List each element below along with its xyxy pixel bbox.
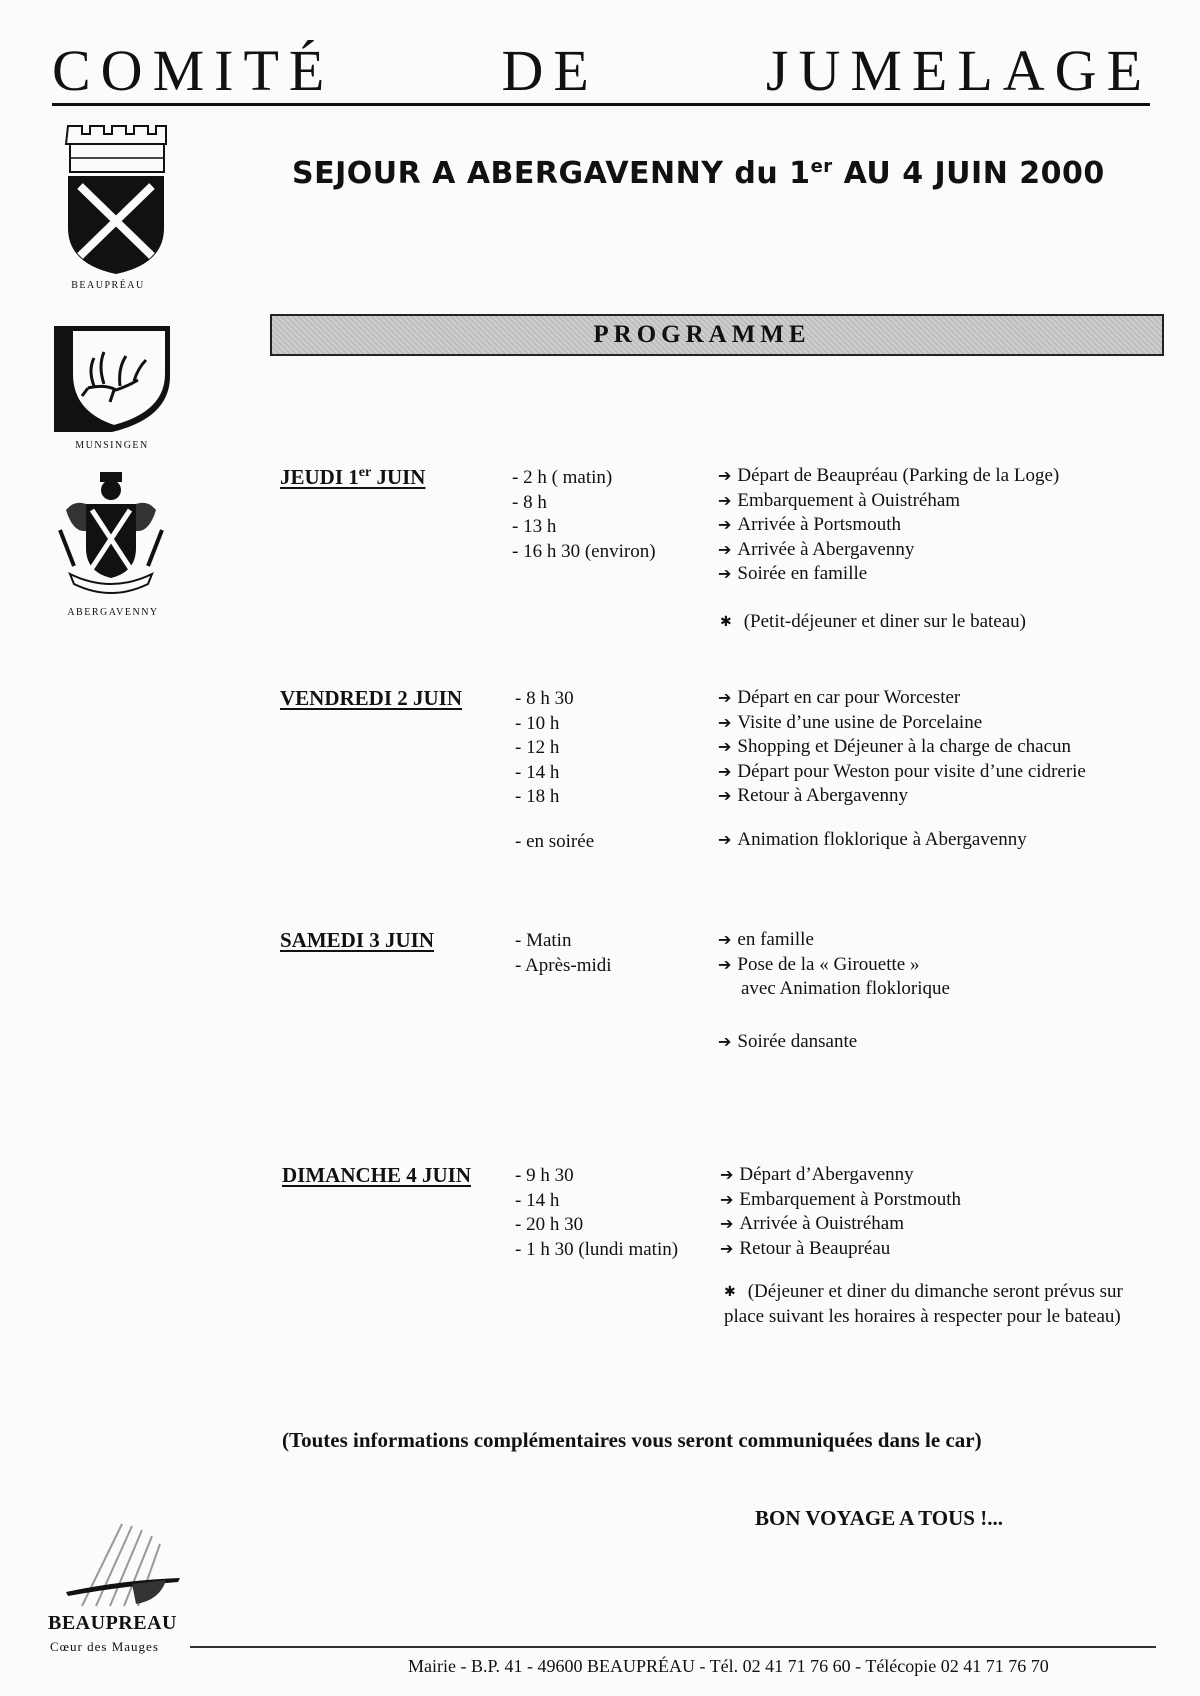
banner-label: PROGRAMME <box>593 321 811 348</box>
title-word: DE <box>501 37 599 103</box>
arrow-right-icon: ➔ <box>720 1189 734 1209</box>
time-item: - 14 h <box>515 1189 560 1211</box>
footer-tagline: Cœur des Mauges <box>50 1639 159 1654</box>
arrow-right-icon: ➔ <box>718 515 732 534</box>
event-item: ➔ Départ pour Weston pour visite d’une cidrerie <box>718 760 1086 782</box>
event-item: ➔ en famille <box>718 929 814 950</box>
event-item: ➔ Retour à Abergavenny <box>718 785 909 806</box>
time-item: - Après-midi <box>515 954 612 976</box>
time-item: - 8 h <box>512 491 547 513</box>
arrow-right-icon: ➔ <box>720 1238 734 1258</box>
event-item: ➔ Soirée dansante <box>718 1031 858 1052</box>
time-list <box>515 929 612 978</box>
abergavenny-coat-of-arms-icon <box>56 470 166 603</box>
day-label-thursday: JEUDI 1er JUIN <box>280 465 426 489</box>
closing-message: BON VOYAGE A TOUS !... <box>755 1506 1003 1530</box>
event-item: ➔ Pose de la « Girouette » <box>718 953 920 975</box>
title-word: JUMELAGE <box>765 37 1152 103</box>
arrow-right-icon: ➔ <box>720 1214 734 1233</box>
meal-note: ✱ (Petit-déjeuner et diner sur le bateau) <box>720 611 1026 632</box>
arrow-right-icon: ➔ <box>718 954 732 974</box>
arrow-right-icon: ➔ <box>720 1165 734 1184</box>
time-item: - 12 h <box>515 737 560 758</box>
time-item: - 8 h 30 <box>515 688 574 709</box>
event-item: ➔ Animation floklorique à Abergavenny <box>718 829 1027 850</box>
event-list <box>718 686 1086 809</box>
asterisk-icon: ✱ <box>724 1284 736 1301</box>
event-list <box>718 928 950 1002</box>
time-item: - 10 h <box>515 712 560 734</box>
footer-logo-text: BEAUPREAU <box>48 1612 177 1634</box>
time-list <box>515 687 574 810</box>
time-item: - 14 h <box>515 761 560 783</box>
time-list <box>515 1164 678 1262</box>
arrow-right-icon: ➔ <box>718 688 732 707</box>
event-item: ➔ Visite d’une usine de Porcelaine <box>718 711 983 733</box>
time-item: - 2 h ( matin) <box>512 467 613 488</box>
arrow-right-icon: ➔ <box>718 712 732 732</box>
time-item: - 16 h 30 (environ) <box>512 540 656 562</box>
time-item: - en soirée <box>515 831 595 852</box>
trip-subtitle: SEJOUR A ABERGAVENNY du 1er AU 4 JUIN 2000 <box>292 156 1105 191</box>
header-divider <box>52 103 1150 106</box>
event-item: ➔ Départ d’Abergavenny <box>720 1164 914 1185</box>
info-notice: (Toutes informations complémentaires vous seront communiquées dans le car) <box>282 1428 982 1452</box>
time-item: - Matin <box>515 930 572 951</box>
logo-label-beaupreau: BEAUPRÉAU <box>71 280 145 291</box>
programme-banner <box>270 314 1164 356</box>
event-item: ➔ Arrivée à Portsmouth <box>718 514 901 535</box>
event-item: ➔ Retour à Beaupréau <box>720 1237 891 1259</box>
committee-title <box>52 30 1152 110</box>
munsingen-crest-icon <box>54 326 170 441</box>
arrow-right-icon: ➔ <box>718 786 732 805</box>
time-item: - 20 h 30 <box>515 1214 584 1235</box>
event-item: ➔ Départ de Beaupréau (Parking de la Loge) <box>718 465 1060 486</box>
event-item: ➔ Arrivée à Ouistréham <box>720 1213 905 1234</box>
event-item: ➔ Soirée en famille <box>718 563 868 584</box>
event-item: ➔ Départ en car pour Worcester <box>718 687 961 708</box>
day-label-friday: VENDREDI 2 JUIN <box>280 686 463 710</box>
beaupreau-crest-icon <box>62 124 170 279</box>
arrow-right-icon: ➔ <box>718 490 732 510</box>
meal-note: ✱ (Déjeuner et diner du dimanche seront prévus sur place suivant les horaires à respecter pour le bateau) <box>724 1281 1123 1327</box>
beaupreau-swoosh-logo-icon <box>62 1520 182 1615</box>
time-item: - 18 h <box>515 786 560 807</box>
event-list <box>720 1163 961 1261</box>
time-list <box>512 466 656 564</box>
asterisk-icon: ✱ <box>720 614 732 631</box>
arrow-right-icon: ➔ <box>718 539 732 559</box>
footer-contact: Mairie - B.P. 41 - 49600 BEAUPRÉAU - Tél. 02 41 71 76 60 - Télécopie 02 41 71 76 70 <box>408 1656 1049 1676</box>
arrow-right-icon: ➔ <box>718 761 732 781</box>
arrow-right-icon: ➔ <box>718 564 732 583</box>
event-continuation: avec Animation floklorique <box>741 978 950 999</box>
time-item: - 13 h <box>512 516 557 537</box>
day-label-sunday: DIMANCHE 4 JUIN <box>282 1163 471 1187</box>
logo-label-abergavenny: ABERGAVENNY <box>67 607 159 618</box>
event-item: ➔ Embarquement à Porstmouth <box>720 1188 962 1210</box>
time-item: - 9 h 30 <box>515 1165 574 1186</box>
arrow-right-icon: ➔ <box>718 830 732 849</box>
arrow-right-icon: ➔ <box>718 1032 732 1051</box>
title-word: COMITÉ <box>52 37 335 103</box>
event-item: ➔ Shopping et Déjeuner à la charge de chacun <box>718 736 1072 757</box>
footer-divider <box>190 1646 1156 1648</box>
event-item: ➔ Arrivée à Abergavenny <box>718 538 915 560</box>
event-item: ➔ Embarquement à Ouistréham <box>718 489 961 511</box>
arrow-right-icon: ➔ <box>718 737 732 756</box>
arrow-right-icon: ➔ <box>718 466 732 485</box>
day-label-saturday: SAMEDI 3 JUIN <box>280 928 435 952</box>
time-item: - 1 h 30 (lundi matin) <box>515 1238 679 1260</box>
event-list <box>718 464 1059 587</box>
logo-label-munsingen: MUNSINGEN <box>75 440 149 451</box>
arrow-right-icon: ➔ <box>718 930 732 949</box>
